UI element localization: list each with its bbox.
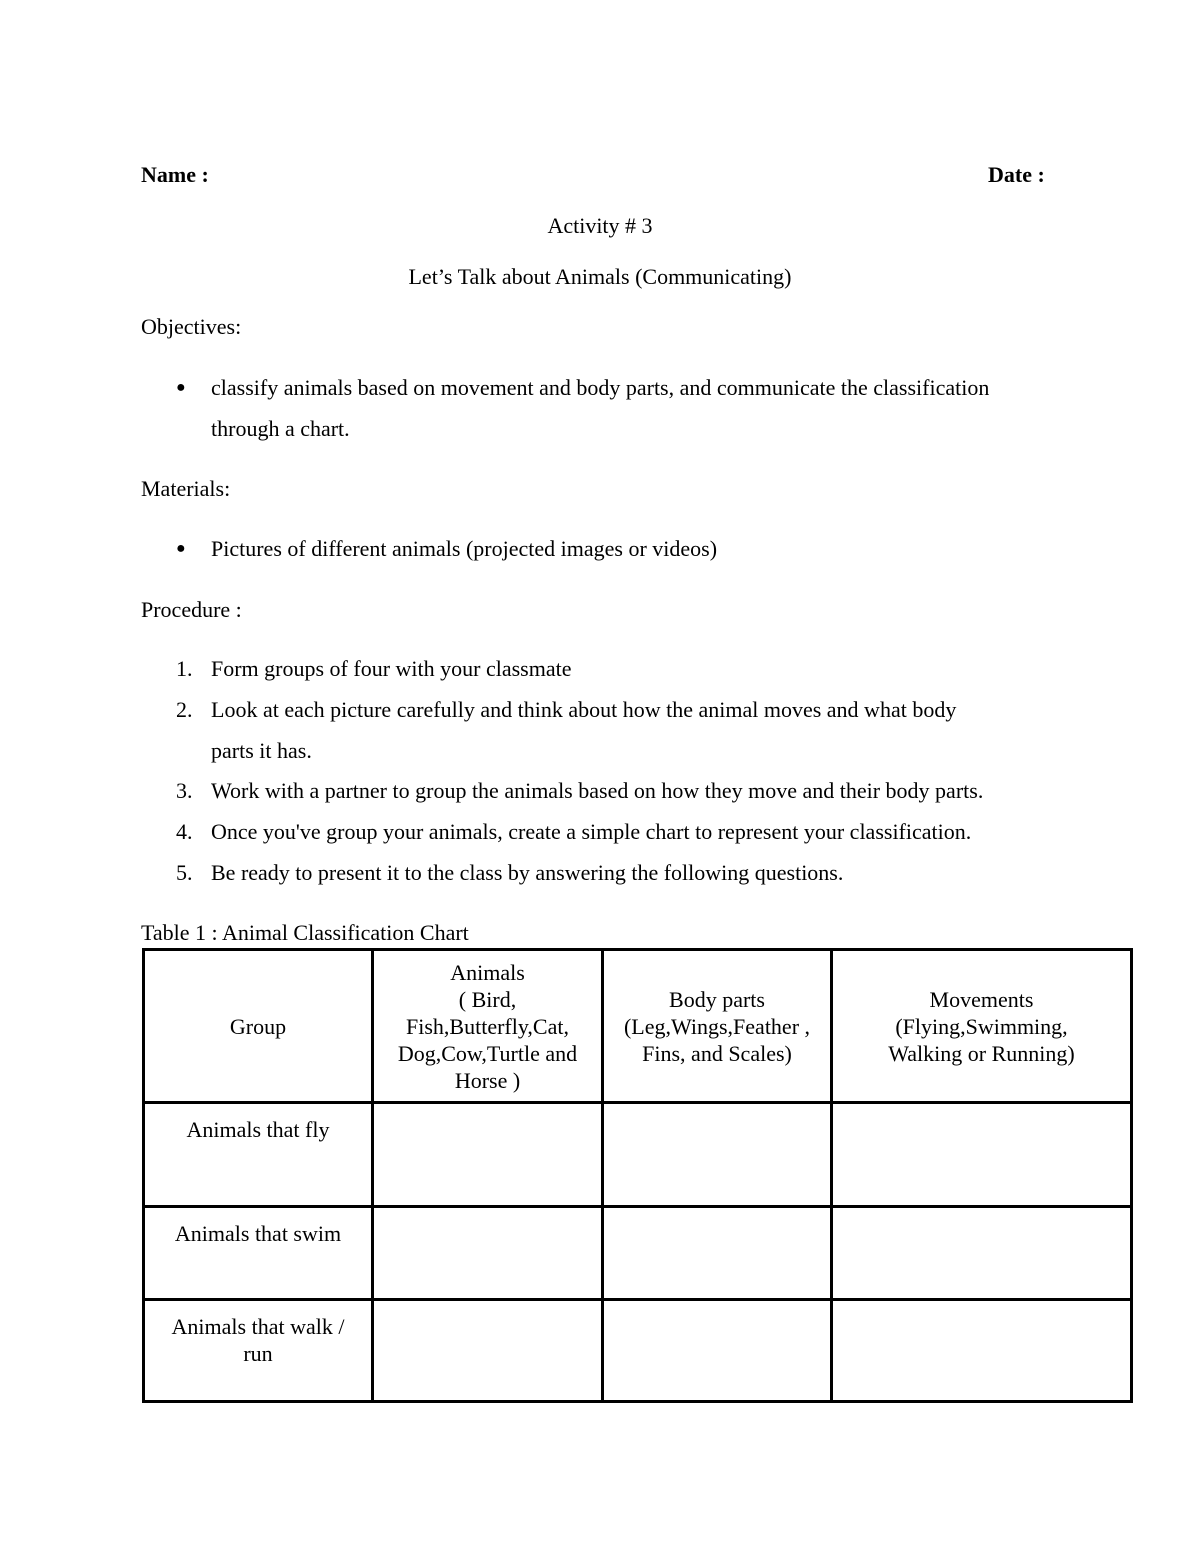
materials-heading: Materials:: [141, 476, 231, 501]
group-cell: Animals that swim: [144, 1207, 373, 1300]
header-animals: Animals ( Bird, Fish,Butterfly,Cat, Dog,Cow,Turtle and Horse ): [373, 950, 603, 1103]
header-movements: Movements (Flying,Swimming, Walking or Running): [832, 950, 1132, 1103]
step-number: 1.: [176, 656, 193, 681]
table-row: [144, 1300, 1132, 1402]
table-row: [144, 1207, 1132, 1300]
animal-classification-table: [142, 948, 1133, 1403]
activity-subtitle: Let’s Talk about Animals (Communicating): [408, 264, 792, 289]
step-number: 4.: [176, 819, 193, 844]
table-caption: Table 1 : Animal Classification Chart: [141, 920, 469, 945]
body-parts-cell[interactable]: [603, 1103, 832, 1207]
movements-cell[interactable]: [832, 1207, 1132, 1300]
bullet-icon: ●: [176, 540, 186, 557]
step-text: Form groups of four with your classmate: [211, 656, 572, 681]
activity-title: Activity # 3: [547, 213, 653, 238]
material-text: Pictures of different animals (projected images or videos): [211, 536, 718, 561]
date-label: Date :: [988, 162, 1045, 187]
animals-cell[interactable]: [373, 1207, 603, 1300]
group-cell: Animals that fly: [144, 1103, 373, 1207]
body-parts-cell[interactable]: [603, 1207, 832, 1300]
step-number: 5.: [176, 860, 193, 885]
procedure-heading: Procedure :: [141, 597, 242, 622]
name-label: Name :: [141, 162, 209, 187]
step-text: Be ready to present it to the class by answering the following questions.: [211, 860, 844, 885]
table-row: [144, 1103, 1132, 1207]
animals-cell[interactable]: [373, 1300, 603, 1402]
movements-cell[interactable]: [832, 1300, 1132, 1402]
animals-cell[interactable]: [373, 1103, 603, 1207]
movements-cell[interactable]: [832, 1103, 1132, 1207]
step-number: 2.: [176, 697, 193, 722]
objectives-heading: Objectives:: [141, 314, 242, 339]
step-text: Look at each picture carefully and think about how the animal moves and what body: [211, 697, 957, 722]
objective-text-line2: through a chart.: [211, 416, 350, 441]
step-number: 3.: [176, 778, 193, 803]
header-body-parts: Body parts (Leg,Wings,Feather , Fins, and Scales): [603, 950, 832, 1103]
step-text-continued: parts it has.: [211, 738, 312, 763]
step-text: Once you've group your animals, create a simple chart to represent your classification.: [211, 819, 972, 844]
bullet-icon: ●: [176, 379, 186, 396]
step-text: Work with a partner to group the animals based on how they move and their body parts.: [211, 778, 984, 803]
header-group: Group: [144, 950, 373, 1103]
body-parts-cell[interactable]: [603, 1300, 832, 1402]
objective-text-line1: classify animals based on movement and body parts, and communicate the classification: [211, 375, 990, 400]
group-cell: Animals that walk / run: [144, 1300, 373, 1402]
table-header-row: [144, 950, 1132, 1103]
